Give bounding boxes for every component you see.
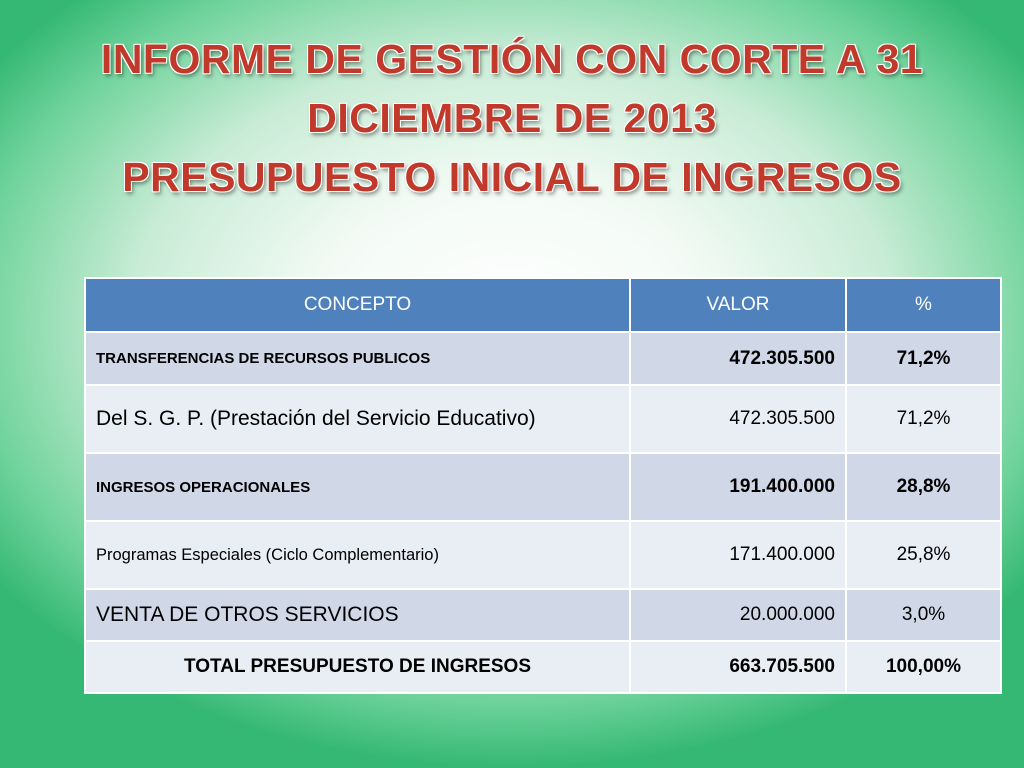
table-row bbox=[85, 589, 1001, 641]
row-valor: 20.000.000 bbox=[630, 589, 846, 641]
row-valor: 472.305.500 bbox=[630, 385, 846, 453]
header-valor: VALOR bbox=[630, 278, 846, 332]
title-line-1: INFORME DE GESTIÓN CON CORTE A 31 bbox=[100, 36, 924, 82]
row-valor: 191.400.000 bbox=[630, 453, 846, 521]
total-valor: 663.705.500 bbox=[630, 641, 846, 693]
table-row bbox=[85, 385, 1001, 453]
budget-table bbox=[84, 277, 1002, 694]
table-total-row bbox=[85, 641, 1001, 693]
header-concepto: CONCEPTO bbox=[85, 278, 630, 332]
total-concepto: TOTAL PRESUPUESTO DE INGRESOS bbox=[85, 641, 630, 693]
row-valor: 472.305.500 bbox=[630, 332, 846, 385]
row-percent: 71,2% bbox=[846, 385, 1001, 453]
table-header-row bbox=[85, 278, 1001, 332]
row-percent: 71,2% bbox=[846, 332, 1001, 385]
slide-title bbox=[0, 30, 1024, 207]
title-line-3: PRESUPUESTO INICIAL DE INGRESOS bbox=[122, 154, 902, 200]
row-concepto: Programas Especiales (Ciclo Complementario) bbox=[85, 521, 630, 589]
header-percent: % bbox=[846, 278, 1001, 332]
row-concepto: TRANSFERENCIAS DE RECURSOS PUBLICOS bbox=[85, 332, 630, 385]
table-row bbox=[85, 453, 1001, 521]
total-percent: 100,00% bbox=[846, 641, 1001, 693]
row-concepto: Del S. G. P. (Prestación del Servicio Educativo) bbox=[85, 385, 630, 453]
title-line-2: DICIEMBRE DE 2013 bbox=[307, 95, 717, 141]
table-row bbox=[85, 332, 1001, 385]
table-row bbox=[85, 521, 1001, 589]
row-concepto: VENTA DE OTROS SERVICIOS bbox=[85, 589, 630, 641]
row-percent: 3,0% bbox=[846, 589, 1001, 641]
row-concepto: INGRESOS OPERACIONALES bbox=[85, 453, 630, 521]
row-valor: 171.400.000 bbox=[630, 521, 846, 589]
row-percent: 25,8% bbox=[846, 521, 1001, 589]
row-percent: 28,8% bbox=[846, 453, 1001, 521]
